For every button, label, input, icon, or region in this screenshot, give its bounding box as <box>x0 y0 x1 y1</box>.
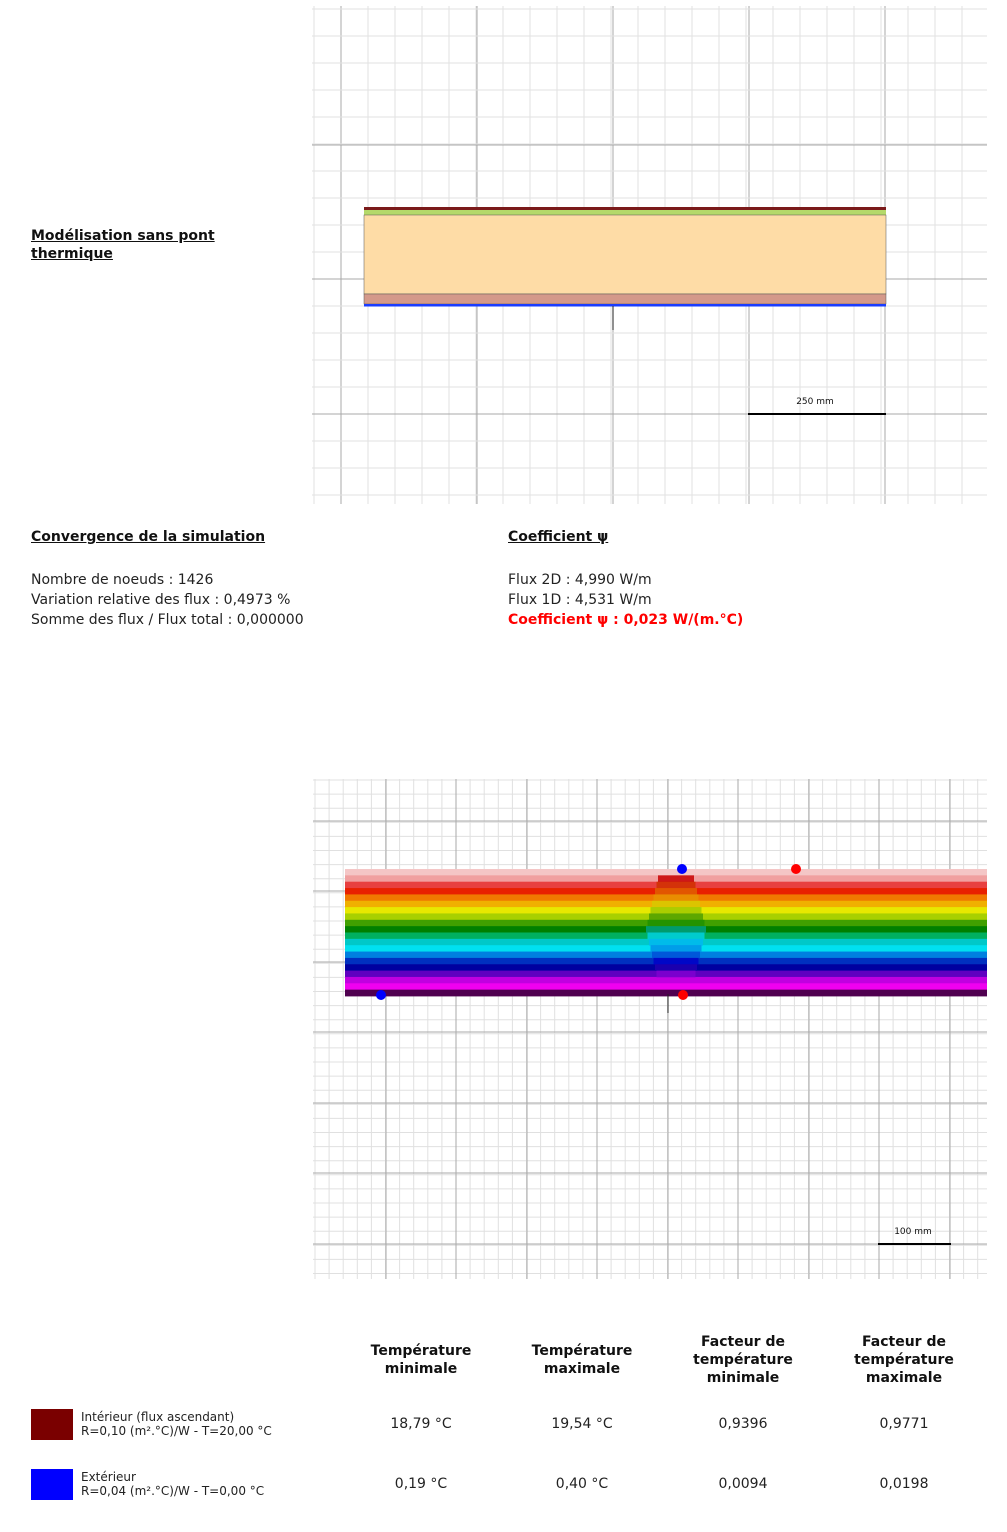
min-temp-marker-top <box>677 864 687 874</box>
layer-bottom-blue <box>364 304 886 307</box>
header-factor-min-l3: minimale <box>706 1370 780 1386</box>
table-cell: 0,40 °C <box>555 1476 609 1492</box>
layer-insulation <box>364 215 886 294</box>
coefficient-title: Coefficient ψ <box>508 529 609 545</box>
max-temp-marker-top <box>791 864 801 874</box>
exterior-label <box>81 1470 264 1498</box>
flux-variation: Variation relative des flux : 0,4973 % <box>31 592 291 608</box>
coefficient-info <box>508 570 743 630</box>
flux-2d: Flux 2D : 4,990 W/m <box>508 572 652 588</box>
header-temp-min-l1: Température <box>370 1343 472 1359</box>
interior-detail: R=0,10 (m².°C)/W - T=20,00 °C <box>81 1424 272 1438</box>
table-cell: 19,54 °C <box>551 1416 613 1432</box>
model-drawing <box>312 6 987 504</box>
exterior-name: Extérieur <box>81 1470 136 1484</box>
header-temp-min-l2: minimale <box>384 1361 458 1377</box>
model-title-line1: Modélisation sans pont <box>31 228 215 244</box>
table-cell: 0,19 °C <box>394 1476 448 1492</box>
header-factor-min <box>663 1333 823 1387</box>
interior-name: Intérieur (flux ascendant) <box>81 1410 235 1424</box>
header-factor-max <box>824 1333 984 1387</box>
layer-brick <box>364 294 886 304</box>
model-title-line2: thermique <box>31 246 113 262</box>
table-cell: 0,0198 <box>879 1476 929 1492</box>
nodes-count: Nombre de noeuds : 1426 <box>31 572 214 588</box>
model-title <box>31 227 251 263</box>
table-cell: 18,79 °C <box>390 1416 452 1432</box>
interior-swatch <box>31 1409 73 1440</box>
psi-coefficient: Coefficient ψ : 0,023 W/(m.°C) <box>508 612 744 628</box>
header-temp-min <box>341 1342 501 1378</box>
header-factor-max-l3: maximale <box>865 1370 943 1386</box>
layer-green <box>364 210 886 215</box>
max-temp-marker-bottom <box>678 990 688 1000</box>
table-cell: 0,9396 <box>718 1416 768 1432</box>
thermal-map <box>313 779 987 1279</box>
convergence-title: Convergence de la simulation <box>31 529 266 545</box>
thermal-scale-label: 100 mm <box>894 1227 932 1237</box>
flux-sum: Somme des flux / Flux total : 0,000000 <box>31 612 304 628</box>
header-factor-max-l2: température <box>854 1352 954 1368</box>
header-factor-max-l1: Facteur de <box>862 1334 946 1350</box>
interior-label <box>81 1410 272 1438</box>
header-factor-min-l1: Facteur de <box>701 1334 785 1350</box>
thermal-grid <box>313 779 987 1279</box>
table-cell: 0,0094 <box>718 1476 768 1492</box>
table-cell: 0,9771 <box>879 1416 929 1432</box>
thermal-bridge-zone <box>646 875 706 977</box>
scale-label: 250 mm <box>796 397 834 407</box>
header-temp-max <box>502 1342 662 1378</box>
exterior-swatch <box>31 1469 73 1500</box>
min-temp-marker-bottom <box>376 990 386 1000</box>
exterior-detail: R=0,04 (m².°C)/W - T=0,00 °C <box>81 1484 265 1498</box>
header-temp-max-l2: maximale <box>543 1361 621 1377</box>
header-temp-max-l1: Température <box>531 1343 633 1359</box>
flux-1d: Flux 1D : 4,531 W/m <box>508 592 652 608</box>
header-factor-min-l2: température <box>693 1352 793 1368</box>
layer-top-dark <box>364 207 886 210</box>
convergence-info <box>31 570 304 630</box>
